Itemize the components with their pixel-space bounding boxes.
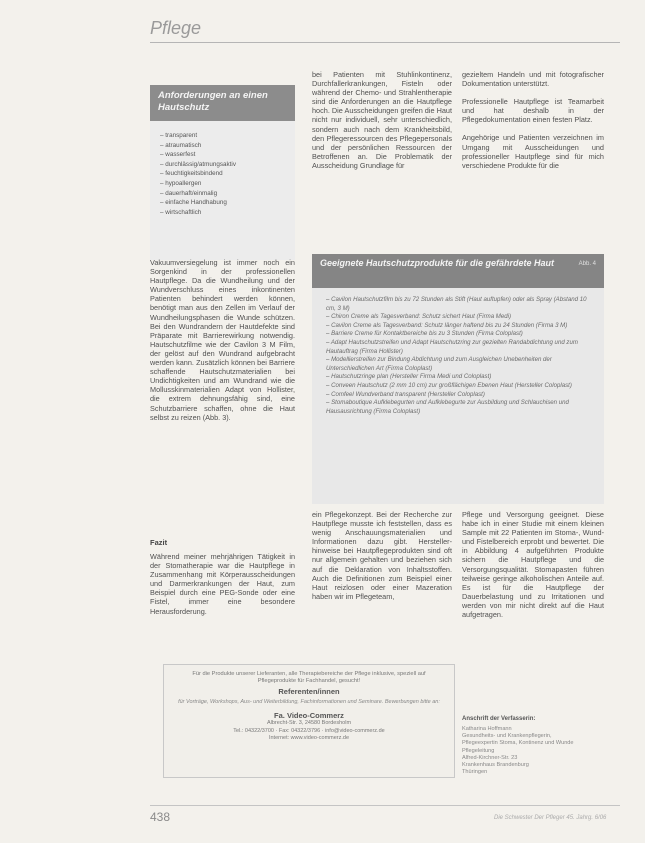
author-line: Krankenhaus Brandenburg [462, 762, 529, 769]
ad-title: Referenten/innen [278, 687, 340, 697]
author-address [462, 716, 612, 776]
ad-address-line: Tel.: 04322/3700 · Fax: 04322/3796 · info@video-commerz.de [233, 727, 385, 734]
column-top-middle [312, 70, 452, 170]
list-item: – Chiron Creme als Tagesverband: Schutz sichert Haut (Firma Medi) [326, 313, 596, 322]
requirements-box [150, 85, 295, 260]
figure-label: Abb. 4 [578, 261, 596, 267]
list-item: – Hautschutzringe plan (Hersteller Firma Medi und Coloplast) [326, 373, 596, 382]
page-title: Pflege [150, 18, 202, 38]
author-line: Gesundheits- und Krankenpflegerin, [462, 733, 552, 740]
products-box [312, 254, 604, 504]
ad-address-line: Albrecht-Str. 3, 24580 Bordesholm [266, 720, 352, 727]
column-bottom-right [462, 510, 604, 619]
body-text: Pflege und Versorgung geeignet. Diese habe ich in einer Studie mit einem kleinen Sample mit 22 Patienten im Stoma-, Wund- und Fistelbereich erprobt und bewertet. Die in Abbildung 4 aufgeführten Produkte sichern die Hautpflege und die Versorgungsqualität. Stomapasten führen teilweise geringe alkoholischen Anteile auf. Es ist für die Hautpflege der Dauerbelastung und zu Irritationen und werden von mir nicht direkt auf die Haut aufgetragen. [462, 510, 604, 620]
list-item: – wirtschaftlich [160, 208, 295, 218]
requirements-list [160, 131, 295, 217]
author-line: Pflegeexpertin Stoma, Kontinenz und Wunde [462, 740, 574, 747]
column-fazit [150, 552, 295, 616]
author-heading: Anschrift der Verfasserin: [462, 716, 536, 722]
body-text: Professionelle Hautpflege ist Teamarbeit und hat deshalb in der Pflegedokumentation einen festen Platz. [462, 97, 604, 125]
list-item: – einfache Handhabung [160, 198, 295, 208]
ad-intro: Für die Produkte unserer Lieferanten, alle Therapiebereiche der Pflege inklusive, speziell auf Pflegeprodukte für Fachhandel, gesucht! [192, 671, 426, 685]
list-item: – Cavilon Hautschutzfilm bis zu 72 Stunden als Stift (Haut auftupfen) oder als Spray (Abstand 10 cm, 3 M) [326, 296, 596, 313]
page-header [150, 12, 620, 42]
list-item: – wasserfest [160, 150, 295, 160]
body-text: ein Pflegekonzept. Bei der Recherche zur Hautpflege musste ich feststellen, dass es wenig Anschauungsmaterialien und Informationen dazu gibt. Hersteller-hinweise bei Hautpflegeprodukten sind oft nur allgemein gehalten und beziehen sich auf die Deklaration von Inhaltsstoffen. Auch die Definitionen zum Beispiel einer Haut reizlosen oder einer Mazeration haben wir im Pflegeteam, [312, 510, 452, 601]
column-bottom-middle [312, 510, 452, 601]
body-text: bei Patienten mit Stuhlinkontinenz, Durchfallerkrankungen, Fisteln oder während der Chemo- und Strahlentherapie sind die Anforderungen an die Hautpflege hoch. Die Ausscheidungen greifen die Haut nicht nur individuell, sehr unterschiedlich, sondern auch nach dem Krankheitsbild, den Pflegeressourcen des Pflegepersonals und der persönlichen Ressourcen der Betroffenen an. Die Problematik der Ausscheidung Grundlage für [312, 70, 452, 170]
ad-address-line: Internet: www.video-commerz.de [268, 734, 350, 741]
products-list [326, 296, 596, 416]
body-text: Vakuumversiegelung ist immer noch ein Sorgenkind in der professionellen Hautpflege. Da die Wundheilung und der Wundverschluss eines inkontinenten Patienten behindert werden können, benötigt man aus den Zellen im Verlauf der Wundheilungsphasen die Wunde schützen. Bei den Wundrandern der Hautdefekte sind Präparate mit Barrierewirkung notwendig. Hautschutzfilme wie der Cavilon 3 M Film, der gelöst auf den Wundrand aufgebracht werden kann. Zusätzlich können bei Barriere schaffende Hautschutzmaterialien bei Undichtigkeiten und am Wundrand wie die Mollusskinmaterialien Adapt von Hollister, die extrem dehnungsfähig sind, eine Schutzbarriere schaffen, ohne die Haut selbst zu reizen (Abb. 3). [150, 258, 295, 422]
column-left [150, 258, 295, 422]
list-item: – dauerhaft/einmalig [160, 189, 295, 199]
list-item: – Cavilon Creme als Tagesverband: Schutz länger haftend bis zu 24 Stunden (Firma 3 M) [326, 322, 596, 331]
list-item: – Barriere Creme für Kontaktbereiche bis zu 3 Stunden (Firma Coloplast) [326, 330, 596, 339]
list-item: – atraumatisch [160, 141, 295, 151]
list-item: – Modellierstreifen zur Bindung Abdichtung und zum Ausgleichen Unebenheiten der Unterschiedlichen Art (Firma Coloplast) [326, 356, 596, 373]
products-title [312, 254, 604, 288]
advertisement-box [163, 664, 455, 778]
header-rule [150, 42, 620, 43]
list-item: – durchlässig/atmungsaktiv [160, 160, 295, 170]
author-line: Thüringen [462, 769, 488, 776]
list-item: – transparent [160, 131, 295, 141]
author-line: Pflegeleitung [462, 747, 495, 754]
column-top-right [462, 70, 604, 170]
author-line: Katharina Hoffmann [462, 726, 512, 732]
list-item: – hypoallergen [160, 179, 295, 189]
journal-reference: Die Schwester Der Pfleger 45. Jahrg. 6/06 [494, 815, 607, 821]
footer-rule [150, 805, 620, 806]
list-item: – Adapt Hautschutzstreifen und Adapt Hautschutzring zur gezielten Randabdichtung und zum Hautauftrag (Firma Hollister) [326, 339, 596, 356]
ad-company: Fa. Video-Commerz [274, 711, 344, 721]
requirements-title: Anforderungen an einen Hautschutz [150, 85, 295, 121]
list-item: – Stomaboutique Aufklebegurten und Aufklebegurte zur Ausbildung und Schlauchisen und Hausausrichtung (Firma Coloplast) [326, 399, 596, 416]
fazit-heading: Fazit [150, 538, 168, 547]
page-number: 438 [150, 810, 171, 824]
list-item: – feuchtigkeitsbindend [160, 169, 295, 179]
list-item: – Comfeel Wundverband transparent (Hersteller Coloplast) [326, 391, 596, 400]
ad-refs: für Vorträge, Workshops, Aus- und Weiterbildung, Fachinformationen und Seminare. Bewerbungen bitte an: [178, 699, 440, 706]
body-text: Während meiner mehrjährigen Tätigkeit in der Stomatherapie war die Hautpflege in Zusammenhang mit Körperausscheidungen und Darmerkrankungen der Haut, zum Beispiel durch eine PEG-Sonde oder eine Fistel, immer eine besondere Herausforderung. [150, 552, 295, 616]
body-text: gezieltem Handeln und mit fotografischer Dokumentation unterstützt. [462, 70, 604, 89]
author-line: Alfred-Kirchner-Str. 23 [462, 754, 518, 761]
products-title-text: Geeignete Hautschutzprodukte für die gefährdete Haut [320, 258, 555, 268]
list-item: – Conveen Hautschutz (2 mm 10 cm) zur großflächigen Ebenen Haut (Hersteller Coloplast) [326, 382, 596, 391]
body-text: Angehörige und Patienten verzeichnen im Umgang mit Ausscheidungen und professioneller Hautpflege sind für mich verschiedene Produkte für die [462, 133, 604, 170]
